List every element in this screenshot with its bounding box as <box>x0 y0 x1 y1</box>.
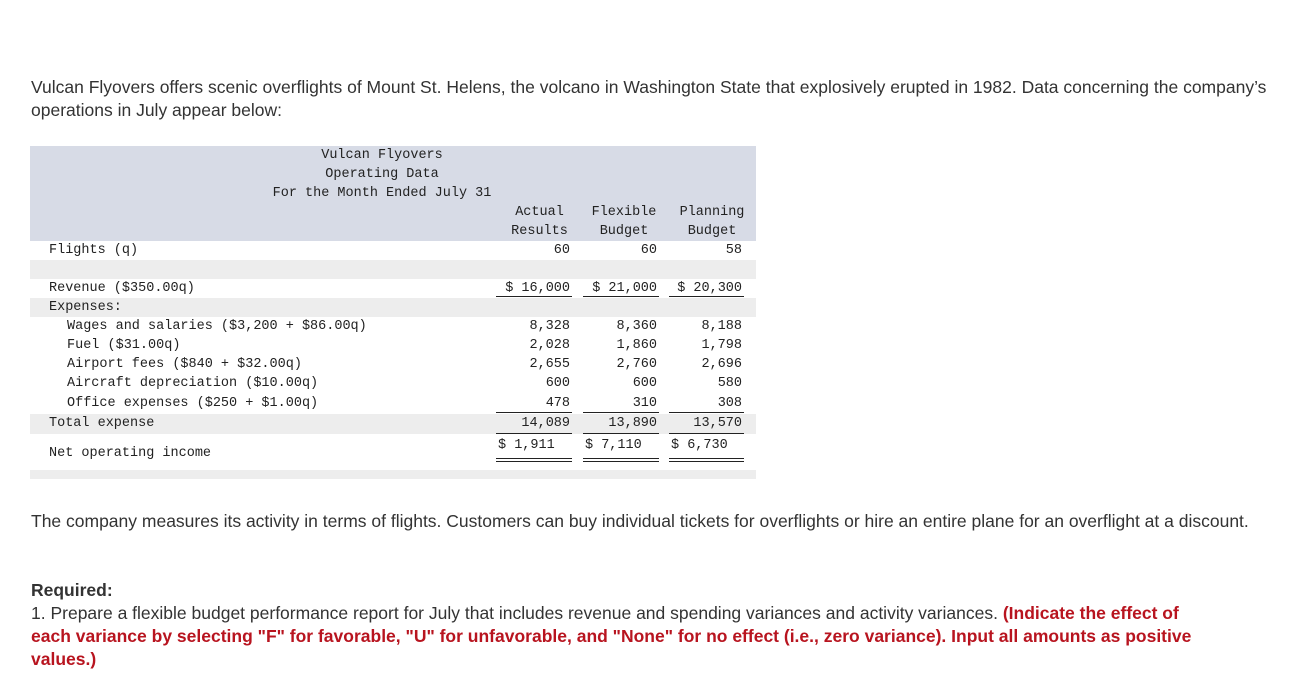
noi-label: Net operating income <box>49 446 212 461</box>
expense-actual: 8,328 <box>529 319 570 334</box>
total-expense-actual: 14,089 <box>521 416 570 431</box>
revenue-actual: $ 16,000 <box>505 281 570 296</box>
col-planning-header: Planning <box>679 205 745 220</box>
expense-flexible: 600 <box>632 376 657 391</box>
expense-flexible: 8,360 <box>616 319 657 334</box>
expense-actual: 600 <box>545 376 570 391</box>
expenses-label: Expenses: <box>49 300 122 315</box>
expense-label: Aircraft depreciation ($10.00q) <box>67 376 319 391</box>
expense-flexible: 1,860 <box>616 338 657 353</box>
noi-double-underline <box>583 461 659 462</box>
flights-actual: 60 <box>553 243 570 258</box>
revenue-underline <box>669 296 744 297</box>
required-body <box>31 602 1211 671</box>
col-actual-header: Actual <box>515 205 564 220</box>
expense-label: Fuel ($31.00q) <box>67 338 181 353</box>
expense-planning: 580 <box>717 376 742 391</box>
expense-underline <box>583 412 659 413</box>
total-underline <box>669 433 744 434</box>
expense-label: Wages and salaries ($3,200 + $86.00q) <box>67 319 367 334</box>
expense-planning: 308 <box>717 396 742 411</box>
table-title-company: Vulcan Flyovers <box>321 148 443 163</box>
intro-paragraph: Vulcan Flyovers offers scenic overflights of Mount St. Helens, the volcano in Washington State that explosively erupted in 1982. Data concerning the company’s operations in July appear below: <box>31 77 1267 120</box>
required-heading: Required: <box>31 580 113 600</box>
expense-actual: 2,028 <box>529 338 570 353</box>
noi-double-underline <box>669 461 744 462</box>
table-title-period: For the Month Ended July 31 <box>272 186 492 201</box>
revenue-label: Revenue ($350.00q) <box>49 281 195 296</box>
total-underline <box>496 433 572 434</box>
activity-paragraph: The company measures its activity in terms of flights. Customers can buy individual tickets for overflights or hire an entire plane for an overflight at a discount. <box>31 511 1249 531</box>
expense-actual: 478 <box>545 396 570 411</box>
noi-double-underline <box>583 458 659 459</box>
expense-actual: 2,655 <box>529 357 570 372</box>
expense-label: Airport fees ($840 + $32.00q) <box>67 357 302 372</box>
operating-data-table <box>30 146 756 479</box>
total-underline <box>583 433 659 434</box>
shade-band <box>30 298 756 317</box>
col-planning-header: Budget <box>687 224 737 239</box>
revenue-underline <box>496 296 572 297</box>
noi-double-underline <box>496 458 572 459</box>
expense-underline <box>496 412 572 413</box>
flights-planning: 58 <box>725 243 742 258</box>
flights-label: Flights (q) <box>49 243 139 258</box>
total-expense-planning: 13,570 <box>693 416 742 431</box>
expense-planning: 2,696 <box>701 357 742 372</box>
col-flexible-header: Flexible <box>591 205 657 220</box>
noi-double-underline <box>496 461 572 462</box>
revenue-planning: $ 20,300 <box>677 281 742 296</box>
expense-flexible: 2,760 <box>616 357 657 372</box>
noi-flexible: $ 7,110 <box>585 438 642 453</box>
expense-underline <box>669 412 744 413</box>
table-title-report: Operating Data <box>325 167 439 182</box>
col-flexible-header: Budget <box>599 224 649 239</box>
revenue-underline <box>583 296 659 297</box>
expense-flexible: 310 <box>632 396 657 411</box>
revenue-flexible: $ 21,000 <box>592 281 657 296</box>
total-expense-flexible: 13,890 <box>608 416 657 431</box>
expense-planning: 1,798 <box>701 338 742 353</box>
noi-double-underline <box>669 458 744 459</box>
col-actual-header: Results <box>511 224 568 239</box>
expense-label: Office expenses ($250 + $1.00q) <box>67 396 319 411</box>
noi-actual: $ 1,911 <box>498 438 555 453</box>
noi-planning: $ 6,730 <box>671 438 728 453</box>
required-text: 1. Prepare a flexible budget performance report for July that includes revenue and spending variances and activity variances. <box>31 603 998 623</box>
shade-band <box>30 470 756 479</box>
shade-band <box>30 260 756 279</box>
total-expense-label: Total expense <box>49 416 155 431</box>
required-instruction: (Indicate the effect of each variance by selecting "F" for favorable, "U" for unfavorable, and "None" for no effect (i.e., zero variance). Input all amounts as positive values.) <box>31 603 1192 669</box>
expense-planning: 8,188 <box>701 319 742 334</box>
flights-flexible: 60 <box>640 243 657 258</box>
